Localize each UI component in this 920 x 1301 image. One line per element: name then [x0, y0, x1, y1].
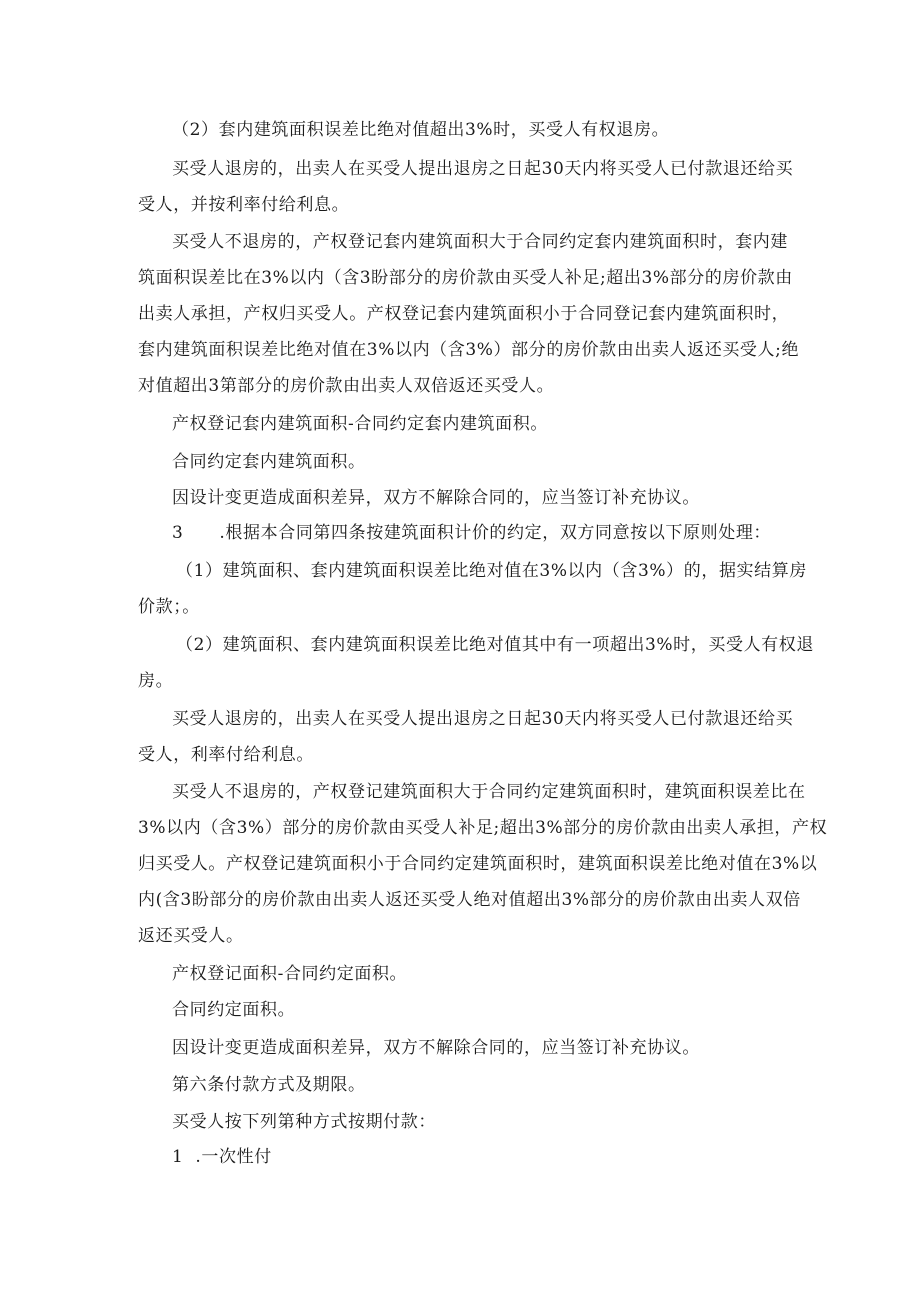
- paragraph-line: 价款；。: [138, 597, 200, 617]
- paragraph-line: （2）套内建筑面积误差比绝对值超出3%时，买受人有权退房。: [172, 120, 670, 140]
- paragraph-line: （1）建筑面积、套内建筑面积误差比绝对值在3%以内（含3%）的，据实结算房: [176, 561, 807, 581]
- paragraph-line: 受人，利率付给利息。: [138, 745, 314, 765]
- item-number: 1: [172, 1147, 184, 1167]
- paragraph-line: 对值超出3第部分的房价款由出卖人双倍返还买受人。: [138, 376, 555, 396]
- paragraph-line: 买受人按下列第种方式按期付款：: [172, 1112, 436, 1132]
- paragraph-line: 返还买受人。: [138, 926, 244, 946]
- paragraph-line: 3%以内（含3%）部分的房价款由买受人补足;超出3%部分的房价款由出卖人承担，产权: [138, 818, 828, 838]
- item-number: 3: [172, 523, 184, 543]
- paragraph-line: 产权登记套内建筑面积-合同约定套内建筑面积。: [172, 414, 548, 434]
- paragraph-line: 因设计变更造成面积差异，双方不解除合同的，应当签订补充协议。: [172, 488, 700, 508]
- paragraph-line: 合同约定面积。: [172, 1000, 296, 1020]
- paragraph-line: 合同约定套内建筑面积。: [172, 452, 366, 472]
- paragraph-line: 产权登记面积-合同约定面积。: [172, 964, 408, 984]
- item-text: .根据本合同第四条按建筑面积计价的约定，双方同意按以下原则处理：: [219, 523, 772, 543]
- paragraph-line: 买受人不退房的，产权登记套内建筑面积大于合同约定套内建筑面积时，套内建: [172, 232, 788, 252]
- paragraph-line: 房。: [138, 671, 174, 691]
- paragraph-line: 买受人退房的，出卖人在买受人提出退房之日起30天内将买受人已付款退还给买: [172, 159, 794, 179]
- paragraph-line: （2）建筑面积、套内建筑面积误差比绝对值其中有一项超出3%时，买受人有权退: [176, 635, 814, 655]
- paragraph-line: 买受人退房的，出卖人在买受人提出退房之日起30天内将买受人已付款退还给买: [172, 709, 794, 729]
- paragraph-line: 买受人不退房的，产权登记建筑面积大于合同约定建筑面积时，建筑面积误差比在: [172, 782, 806, 802]
- paragraph-line: 套内建筑面积误差比绝对值在3%以内（含3%）部分的房价款由出卖人返还买受人;绝: [138, 340, 800, 360]
- paragraph-line: 第六条付款方式及期限。: [172, 1075, 366, 1095]
- numbered-item-3: [172, 522, 771, 544]
- paragraph-line: 内(含3盼部分的房价款由出卖人返还买受人绝对值超出3%部分的房价款由出卖人双倍: [138, 890, 801, 910]
- paragraph-line: 因设计变更造成面积差异，双方不解除合同的，应当签订补充协议。: [172, 1038, 700, 1058]
- paragraph-line: 筑面积误差比在3%以内（含3盼部分的房价款由买受人补足;超出3%部分的房价款由: [138, 268, 793, 288]
- paragraph-line: 归买受人。产权登记建筑面积小于合同约定建筑面积时，建筑面积误差比绝对值在3%以: [138, 854, 818, 874]
- numbered-item-1: [172, 1146, 272, 1168]
- paragraph-line: 受人，并按利率付给利息。: [138, 195, 350, 215]
- paragraph-line: 出卖人承担，产权归买受人。产权登记套内建筑面积小于合同登记套内建筑面积时，: [138, 304, 790, 324]
- item-text: .一次性付: [195, 1147, 272, 1167]
